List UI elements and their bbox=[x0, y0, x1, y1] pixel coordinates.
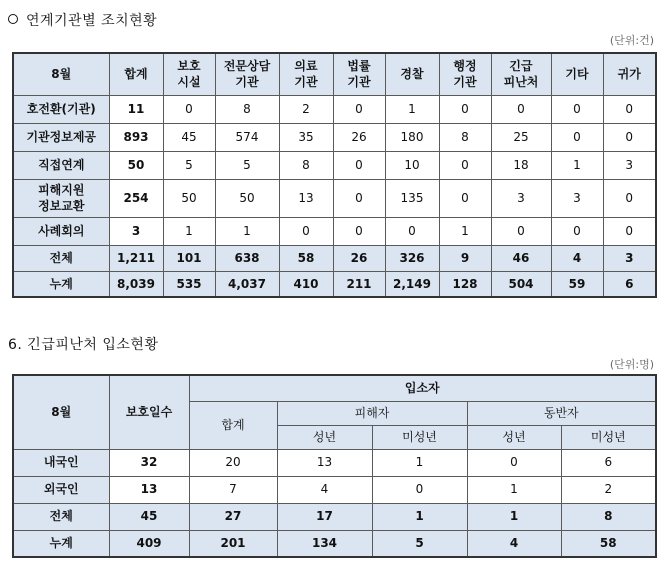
table-cell: 2 bbox=[279, 95, 333, 123]
column-header: 법률 기관 bbox=[333, 53, 385, 95]
header-total: 합계 bbox=[189, 401, 277, 449]
column-header: 보호 시설 bbox=[163, 53, 215, 95]
table-cell: 4 bbox=[467, 530, 561, 557]
table-cell: 6 bbox=[603, 271, 656, 297]
table-cell: 4 bbox=[551, 245, 603, 271]
table-cell: 0 bbox=[163, 95, 215, 123]
table-cell: 45 bbox=[163, 123, 215, 151]
table-cell: 13 bbox=[109, 476, 189, 503]
table-cell: 1 bbox=[551, 151, 603, 179]
table-row bbox=[13, 245, 656, 271]
table-cell: 5 bbox=[372, 530, 467, 557]
table-cell: 535 bbox=[163, 271, 215, 297]
table-cell: 13 bbox=[277, 449, 372, 476]
row-label: 누계 bbox=[13, 530, 109, 557]
table-cell: 1 bbox=[163, 217, 215, 245]
section2-title: 6. 긴급피난처 입소현황 bbox=[8, 337, 159, 353]
table-cell: 0 bbox=[603, 95, 656, 123]
table-cell: 3 bbox=[551, 179, 603, 217]
table-cell: 27 bbox=[189, 503, 277, 530]
table-row bbox=[13, 179, 656, 217]
table-cell: 0 bbox=[372, 476, 467, 503]
table-cell: 7 bbox=[189, 476, 277, 503]
table-cell: 8,039 bbox=[109, 271, 163, 297]
table-cell: 504 bbox=[491, 271, 551, 297]
circle-bullet-icon bbox=[8, 14, 18, 24]
table-cell: 8 bbox=[279, 151, 333, 179]
table-cell: 32 bbox=[109, 449, 189, 476]
table-cell: 638 bbox=[215, 245, 279, 271]
row-label: 사례회의 bbox=[13, 217, 109, 245]
table-cell: 50 bbox=[163, 179, 215, 217]
table-cell: 9 bbox=[439, 245, 491, 271]
header-companions: 동반자 bbox=[467, 401, 656, 425]
row-label: 외국인 bbox=[13, 476, 109, 503]
table-cell: 1,211 bbox=[109, 245, 163, 271]
header-protect-days: 보호일수 bbox=[109, 375, 189, 449]
table-cell: 0 bbox=[603, 123, 656, 151]
table-cell: 135 bbox=[385, 179, 439, 217]
table-cell: 3 bbox=[603, 245, 656, 271]
section2-unit: (단위:명) bbox=[609, 358, 654, 371]
table-cell: 46 bbox=[491, 245, 551, 271]
table-cell: 17 bbox=[277, 503, 372, 530]
column-header: 긴급 피난처 bbox=[491, 53, 551, 95]
header-entrants: 입소자 bbox=[189, 375, 656, 401]
table-cell: 0 bbox=[439, 95, 491, 123]
header-victim-adult: 성년 bbox=[277, 425, 372, 449]
row-label: 전체 bbox=[13, 503, 109, 530]
table-cell: 26 bbox=[333, 123, 385, 151]
header-companion-adult: 성년 bbox=[467, 425, 561, 449]
table-cell: 20 bbox=[189, 449, 277, 476]
section1-unit: (단위:건) bbox=[609, 34, 654, 47]
table-cell: 201 bbox=[189, 530, 277, 557]
column-header: 의료 기관 bbox=[279, 53, 333, 95]
header-month: 8월 bbox=[13, 375, 109, 449]
table-cell: 3 bbox=[491, 179, 551, 217]
row-label: 직접연계 bbox=[13, 151, 109, 179]
row-label: 내국인 bbox=[13, 449, 109, 476]
table-cell: 128 bbox=[439, 271, 491, 297]
header-victims: 피해자 bbox=[277, 401, 467, 425]
table-cell: 3 bbox=[109, 217, 163, 245]
table-row bbox=[13, 123, 656, 151]
table-cell: 409 bbox=[109, 530, 189, 557]
table-cell: 18 bbox=[491, 151, 551, 179]
column-header: 경찰 bbox=[385, 53, 439, 95]
table-cell: 0 bbox=[603, 217, 656, 245]
column-header: 기타 bbox=[551, 53, 603, 95]
table-row bbox=[13, 151, 656, 179]
shelter-admission-table bbox=[12, 374, 657, 558]
table-cell: 0 bbox=[603, 179, 656, 217]
table-row bbox=[13, 503, 656, 530]
table-row bbox=[13, 449, 656, 476]
table-cell: 59 bbox=[551, 271, 603, 297]
table-cell: 1 bbox=[215, 217, 279, 245]
table-row bbox=[13, 530, 656, 557]
table-cell: 11 bbox=[109, 95, 163, 123]
table-cell: 893 bbox=[109, 123, 163, 151]
row-label: 피해지원 정보교환 bbox=[13, 179, 109, 217]
table-cell: 1 bbox=[467, 476, 561, 503]
column-header: 귀가 bbox=[603, 53, 656, 95]
table-cell: 101 bbox=[163, 245, 215, 271]
table-cell: 326 bbox=[385, 245, 439, 271]
table-cell: 1 bbox=[467, 503, 561, 530]
table-cell: 2 bbox=[561, 476, 656, 503]
table-cell: 13 bbox=[279, 179, 333, 217]
table-cell: 0 bbox=[333, 217, 385, 245]
table-row bbox=[13, 271, 656, 297]
column-header: 8월 bbox=[13, 53, 109, 95]
table-cell: 254 bbox=[109, 179, 163, 217]
table-cell: 410 bbox=[279, 271, 333, 297]
table-cell: 8 bbox=[561, 503, 656, 530]
table-cell: 0 bbox=[439, 151, 491, 179]
table-row bbox=[13, 217, 656, 245]
table-cell: 0 bbox=[279, 217, 333, 245]
table-cell: 0 bbox=[333, 179, 385, 217]
table-cell: 0 bbox=[385, 217, 439, 245]
row-label: 기관정보제공 bbox=[13, 123, 109, 151]
table-cell: 5 bbox=[163, 151, 215, 179]
column-header: 합계 bbox=[109, 53, 163, 95]
table-cell: 0 bbox=[551, 95, 603, 123]
table-cell: 58 bbox=[561, 530, 656, 557]
column-header: 행정 기관 bbox=[439, 53, 491, 95]
row-label: 전체 bbox=[13, 245, 109, 271]
table-row bbox=[13, 95, 656, 123]
table-cell: 35 bbox=[279, 123, 333, 151]
table-cell: 0 bbox=[439, 179, 491, 217]
table-cell: 25 bbox=[491, 123, 551, 151]
row-label: 누계 bbox=[13, 271, 109, 297]
table-cell: 1 bbox=[439, 217, 491, 245]
header-row bbox=[13, 53, 656, 95]
row-label: 호전환(기관) bbox=[13, 95, 109, 123]
table-cell: 45 bbox=[109, 503, 189, 530]
table-cell: 0 bbox=[333, 95, 385, 123]
table-cell: 0 bbox=[467, 449, 561, 476]
table-cell: 58 bbox=[279, 245, 333, 271]
section1-title: 연계기관별 조치현황 bbox=[8, 10, 157, 30]
table-cell: 4,037 bbox=[215, 271, 279, 297]
table-cell: 26 bbox=[333, 245, 385, 271]
column-header: 전문상담 기관 bbox=[215, 53, 279, 95]
header-victim-minor: 미성년 bbox=[372, 425, 467, 449]
table-cell: 0 bbox=[491, 95, 551, 123]
table-cell: 1 bbox=[372, 449, 467, 476]
table-cell: 6 bbox=[561, 449, 656, 476]
table-cell: 8 bbox=[215, 95, 279, 123]
table-cell: 2,149 bbox=[385, 271, 439, 297]
table-cell: 0 bbox=[491, 217, 551, 245]
table-cell: 1 bbox=[372, 503, 467, 530]
table-cell: 50 bbox=[215, 179, 279, 217]
table-cell: 5 bbox=[215, 151, 279, 179]
table-cell: 574 bbox=[215, 123, 279, 151]
agency-action-table bbox=[12, 52, 657, 298]
table-cell: 0 bbox=[551, 123, 603, 151]
table-cell: 134 bbox=[277, 530, 372, 557]
table-cell: 8 bbox=[439, 123, 491, 151]
table-cell: 0 bbox=[551, 217, 603, 245]
table-cell: 0 bbox=[333, 151, 385, 179]
table-cell: 1 bbox=[385, 95, 439, 123]
table-row bbox=[13, 476, 656, 503]
table-cell: 211 bbox=[333, 271, 385, 297]
table-cell: 50 bbox=[109, 151, 163, 179]
table-cell: 180 bbox=[385, 123, 439, 151]
table-cell: 10 bbox=[385, 151, 439, 179]
table-cell: 4 bbox=[277, 476, 372, 503]
header-companion-minor: 미성년 bbox=[561, 425, 656, 449]
table-cell: 3 bbox=[603, 151, 656, 179]
